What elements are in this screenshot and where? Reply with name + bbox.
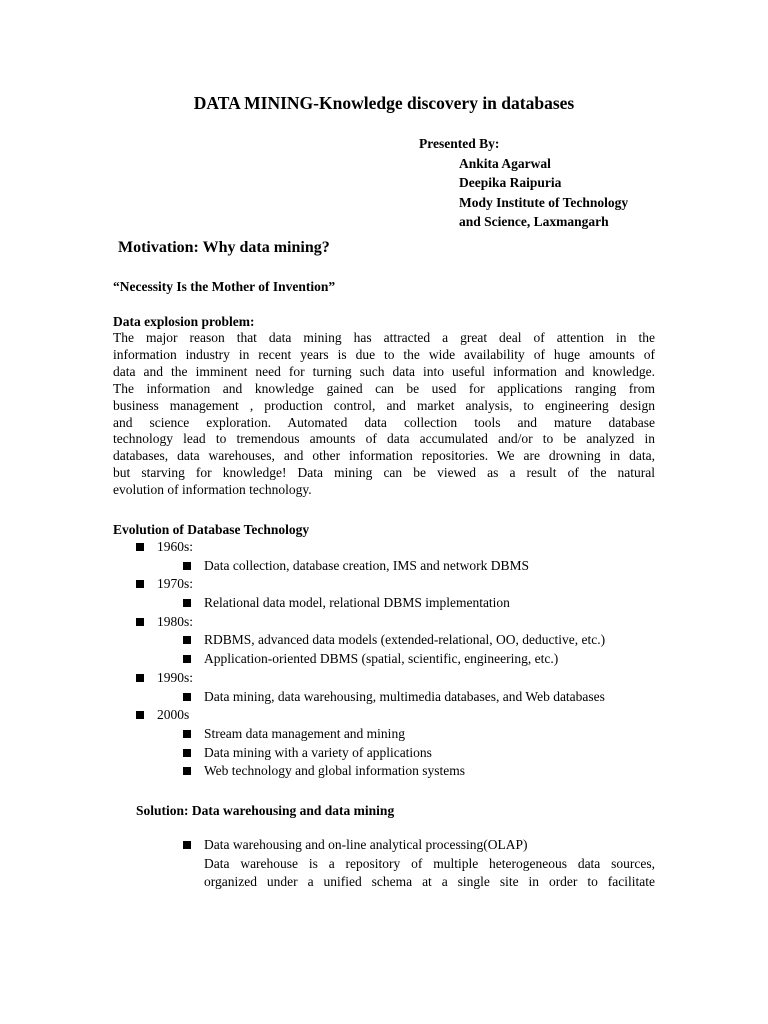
solution-list bbox=[0, 836, 768, 855]
list-item: Stream data management and mining bbox=[0, 725, 768, 744]
author-name: Deepika Raipuria bbox=[459, 175, 562, 190]
paragraph-line: data and the imminent need for turning such data into useful information and knowledge. bbox=[113, 363, 655, 379]
square-bullet-icon bbox=[183, 655, 191, 663]
square-bullet-icon bbox=[183, 767, 191, 775]
paragraph-line: business management , production control, and market analysis, to engineering design bbox=[113, 397, 655, 413]
list-item: Data collection, database creation, IMS and network DBMS bbox=[0, 557, 768, 576]
evolution-list bbox=[0, 538, 768, 781]
paragraph-line: The major reason that data mining has attracted a great deal of attention in the bbox=[113, 330, 655, 345]
list-item: Relational data model, relational DBMS implementation bbox=[0, 594, 768, 613]
square-bullet-icon bbox=[136, 618, 144, 626]
affiliation-line: and Science, Laxmangarh bbox=[459, 214, 609, 229]
list-item: 1970s: bbox=[0, 575, 768, 594]
square-bullet-icon bbox=[136, 543, 144, 551]
paragraph-line: evolution of information technology. bbox=[113, 482, 312, 498]
square-bullet-icon bbox=[183, 599, 191, 607]
paragraph-line: The information and knowledge gained can be used for applications ranging from bbox=[113, 380, 655, 396]
solution-heading: Solution: Data warehousing and data mining bbox=[136, 803, 395, 818]
square-bullet-icon bbox=[183, 749, 191, 757]
motivation-heading: Motivation: Why data mining? bbox=[118, 239, 330, 256]
list-item: RDBMS, advanced data models (extended-relational, OO, deductive, etc.) bbox=[0, 631, 768, 650]
paragraph-line: Data warehouse is a repository of multiple heterogeneous data sources, bbox=[204, 856, 655, 871]
square-bullet-icon bbox=[183, 693, 191, 701]
list-item: 1960s: bbox=[0, 538, 768, 557]
square-bullet-icon bbox=[136, 580, 144, 588]
explosion-paragraph bbox=[113, 330, 655, 499]
quote: “Necessity Is the Mother of Invention” bbox=[113, 279, 336, 294]
square-bullet-icon bbox=[183, 562, 191, 570]
paragraph-line: databases, data warehouses, and other information repositories. We are drowning in data, bbox=[113, 448, 655, 464]
presented-by-label: Presented By: bbox=[419, 136, 500, 151]
square-bullet-icon bbox=[183, 730, 191, 738]
square-bullet-icon bbox=[136, 711, 144, 719]
solution-paragraph bbox=[204, 855, 655, 891]
paragraph-line: information industry in recent years is due to the wide availability of huge amounts of bbox=[113, 346, 655, 362]
paragraph-line: technology lead to tremendous amounts of data accumulated and/or to be analyzed in bbox=[113, 431, 655, 447]
paragraph-line: organized under a unified schema at a single site in order to facilitate bbox=[204, 874, 655, 889]
list-item: 1980s: bbox=[0, 613, 768, 632]
list-item: Application-oriented DBMS (spatial, scientific, engineering, etc.) bbox=[0, 650, 768, 669]
square-bullet-icon bbox=[136, 674, 144, 682]
explosion-heading: Data explosion problem: bbox=[113, 314, 255, 329]
author-name: Ankita Agarwal bbox=[459, 155, 551, 171]
square-bullet-icon bbox=[183, 841, 191, 849]
list-item: Web technology and global information systems bbox=[0, 762, 768, 781]
presented-by-block bbox=[419, 134, 628, 232]
paragraph-line: and science exploration. Automated data collection tools and mature database bbox=[113, 414, 655, 430]
document-title: DATA MINING-Knowledge discovery in databases bbox=[193, 93, 575, 113]
evolution-heading: Evolution of Database Technology bbox=[113, 522, 310, 537]
list-item: Data mining, data warehousing, multimedia databases, and Web databases bbox=[0, 688, 768, 707]
list-item: Data mining with a variety of applications bbox=[0, 744, 768, 763]
affiliation-line: Mody Institute of Technology bbox=[459, 194, 629, 210]
paragraph-line: but starving for knowledge! Data mining can be viewed as a result of the natural bbox=[113, 465, 655, 481]
list-item: 1990s: bbox=[0, 669, 768, 688]
square-bullet-icon bbox=[183, 636, 191, 644]
list-item: 2000s bbox=[0, 706, 768, 725]
list-item: Data warehousing and on-line analytical processing(OLAP) bbox=[0, 836, 768, 855]
